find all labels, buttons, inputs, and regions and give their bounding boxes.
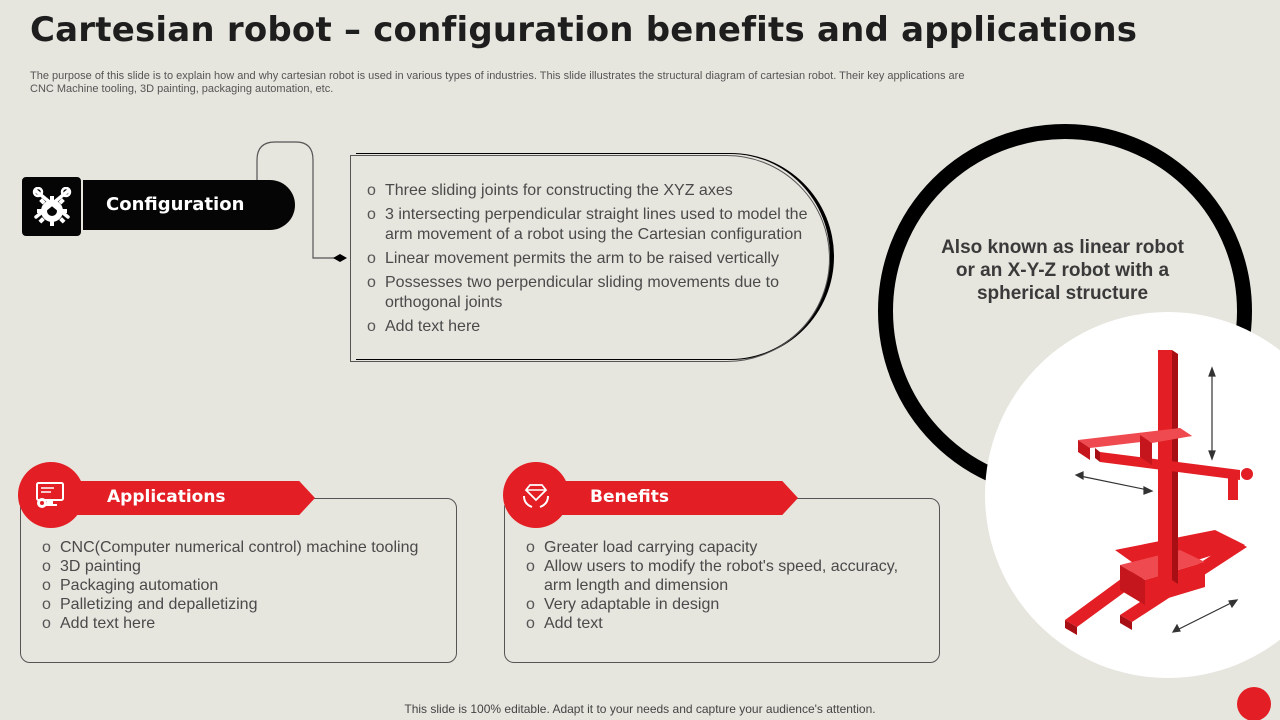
configuration-item: o Linear movement permits the arm to be raised vertically (367, 249, 817, 269)
configuration-item: o Possesses two perpendicular sliding movements due to orthogonal joints (367, 273, 817, 313)
benefits-item: o Add text (526, 614, 906, 633)
gear-tools-icon (30, 187, 74, 227)
applications-item: o Add text here (42, 614, 452, 633)
applications-list (42, 538, 452, 633)
applications-item: o CNC(Computer numerical control) machine tooling (42, 538, 452, 557)
benefits-label: Benefits (590, 487, 669, 507)
benefits-item: o Allow users to modify the robot's speed, accuracy, arm length and dimension (526, 557, 906, 595)
applications-icon-circle (18, 462, 84, 528)
configuration-item: o Add text here (367, 317, 817, 337)
configuration-icon-box (20, 175, 83, 238)
cartesian-robot-illustration (1040, 340, 1265, 650)
benefits-icon-circle (503, 462, 569, 528)
decorative-red-dot (1237, 687, 1271, 720)
configuration-item: o Three sliding joints for constructing the XYZ axes (367, 181, 817, 201)
slide-title: Cartesian robot – configuration benefits and applications (30, 10, 1138, 50)
configuration-item: o 3 intersecting perpendicular straight lines used to model the arm movement of a robot using the Cartesian configuration (367, 205, 817, 245)
configuration-list (367, 181, 817, 341)
diamond-hands-icon (521, 480, 551, 510)
benefits-item: o Very adaptable in design (526, 595, 906, 614)
configuration-label: Configuration (106, 194, 245, 215)
slide-subtitle: The purpose of this slide is to explain how and why cartesian robot is used in various types of industries. This slide illustrates the structural diagram of cartesian robot. Their key applications are CNC Machine tooling, 3D painting, packaging automation, etc. (30, 70, 965, 95)
benefits-list (526, 538, 906, 633)
applications-label: Applications (107, 487, 226, 507)
monitor-gear-icon (34, 480, 68, 510)
applications-item: o Palletizing and depalletizing (42, 595, 452, 614)
applications-item: o 3D painting (42, 557, 452, 576)
applications-item: o Packaging automation (42, 576, 452, 595)
ring-text: Also known as linear robot or an X-Y-Z robot with a spherical structure (941, 237, 1184, 304)
footer-note: This slide is 100% editable. Adapt it to your needs and capture your audience's attention. (404, 702, 876, 716)
benefits-item: o Greater load carrying capacity (526, 538, 906, 557)
